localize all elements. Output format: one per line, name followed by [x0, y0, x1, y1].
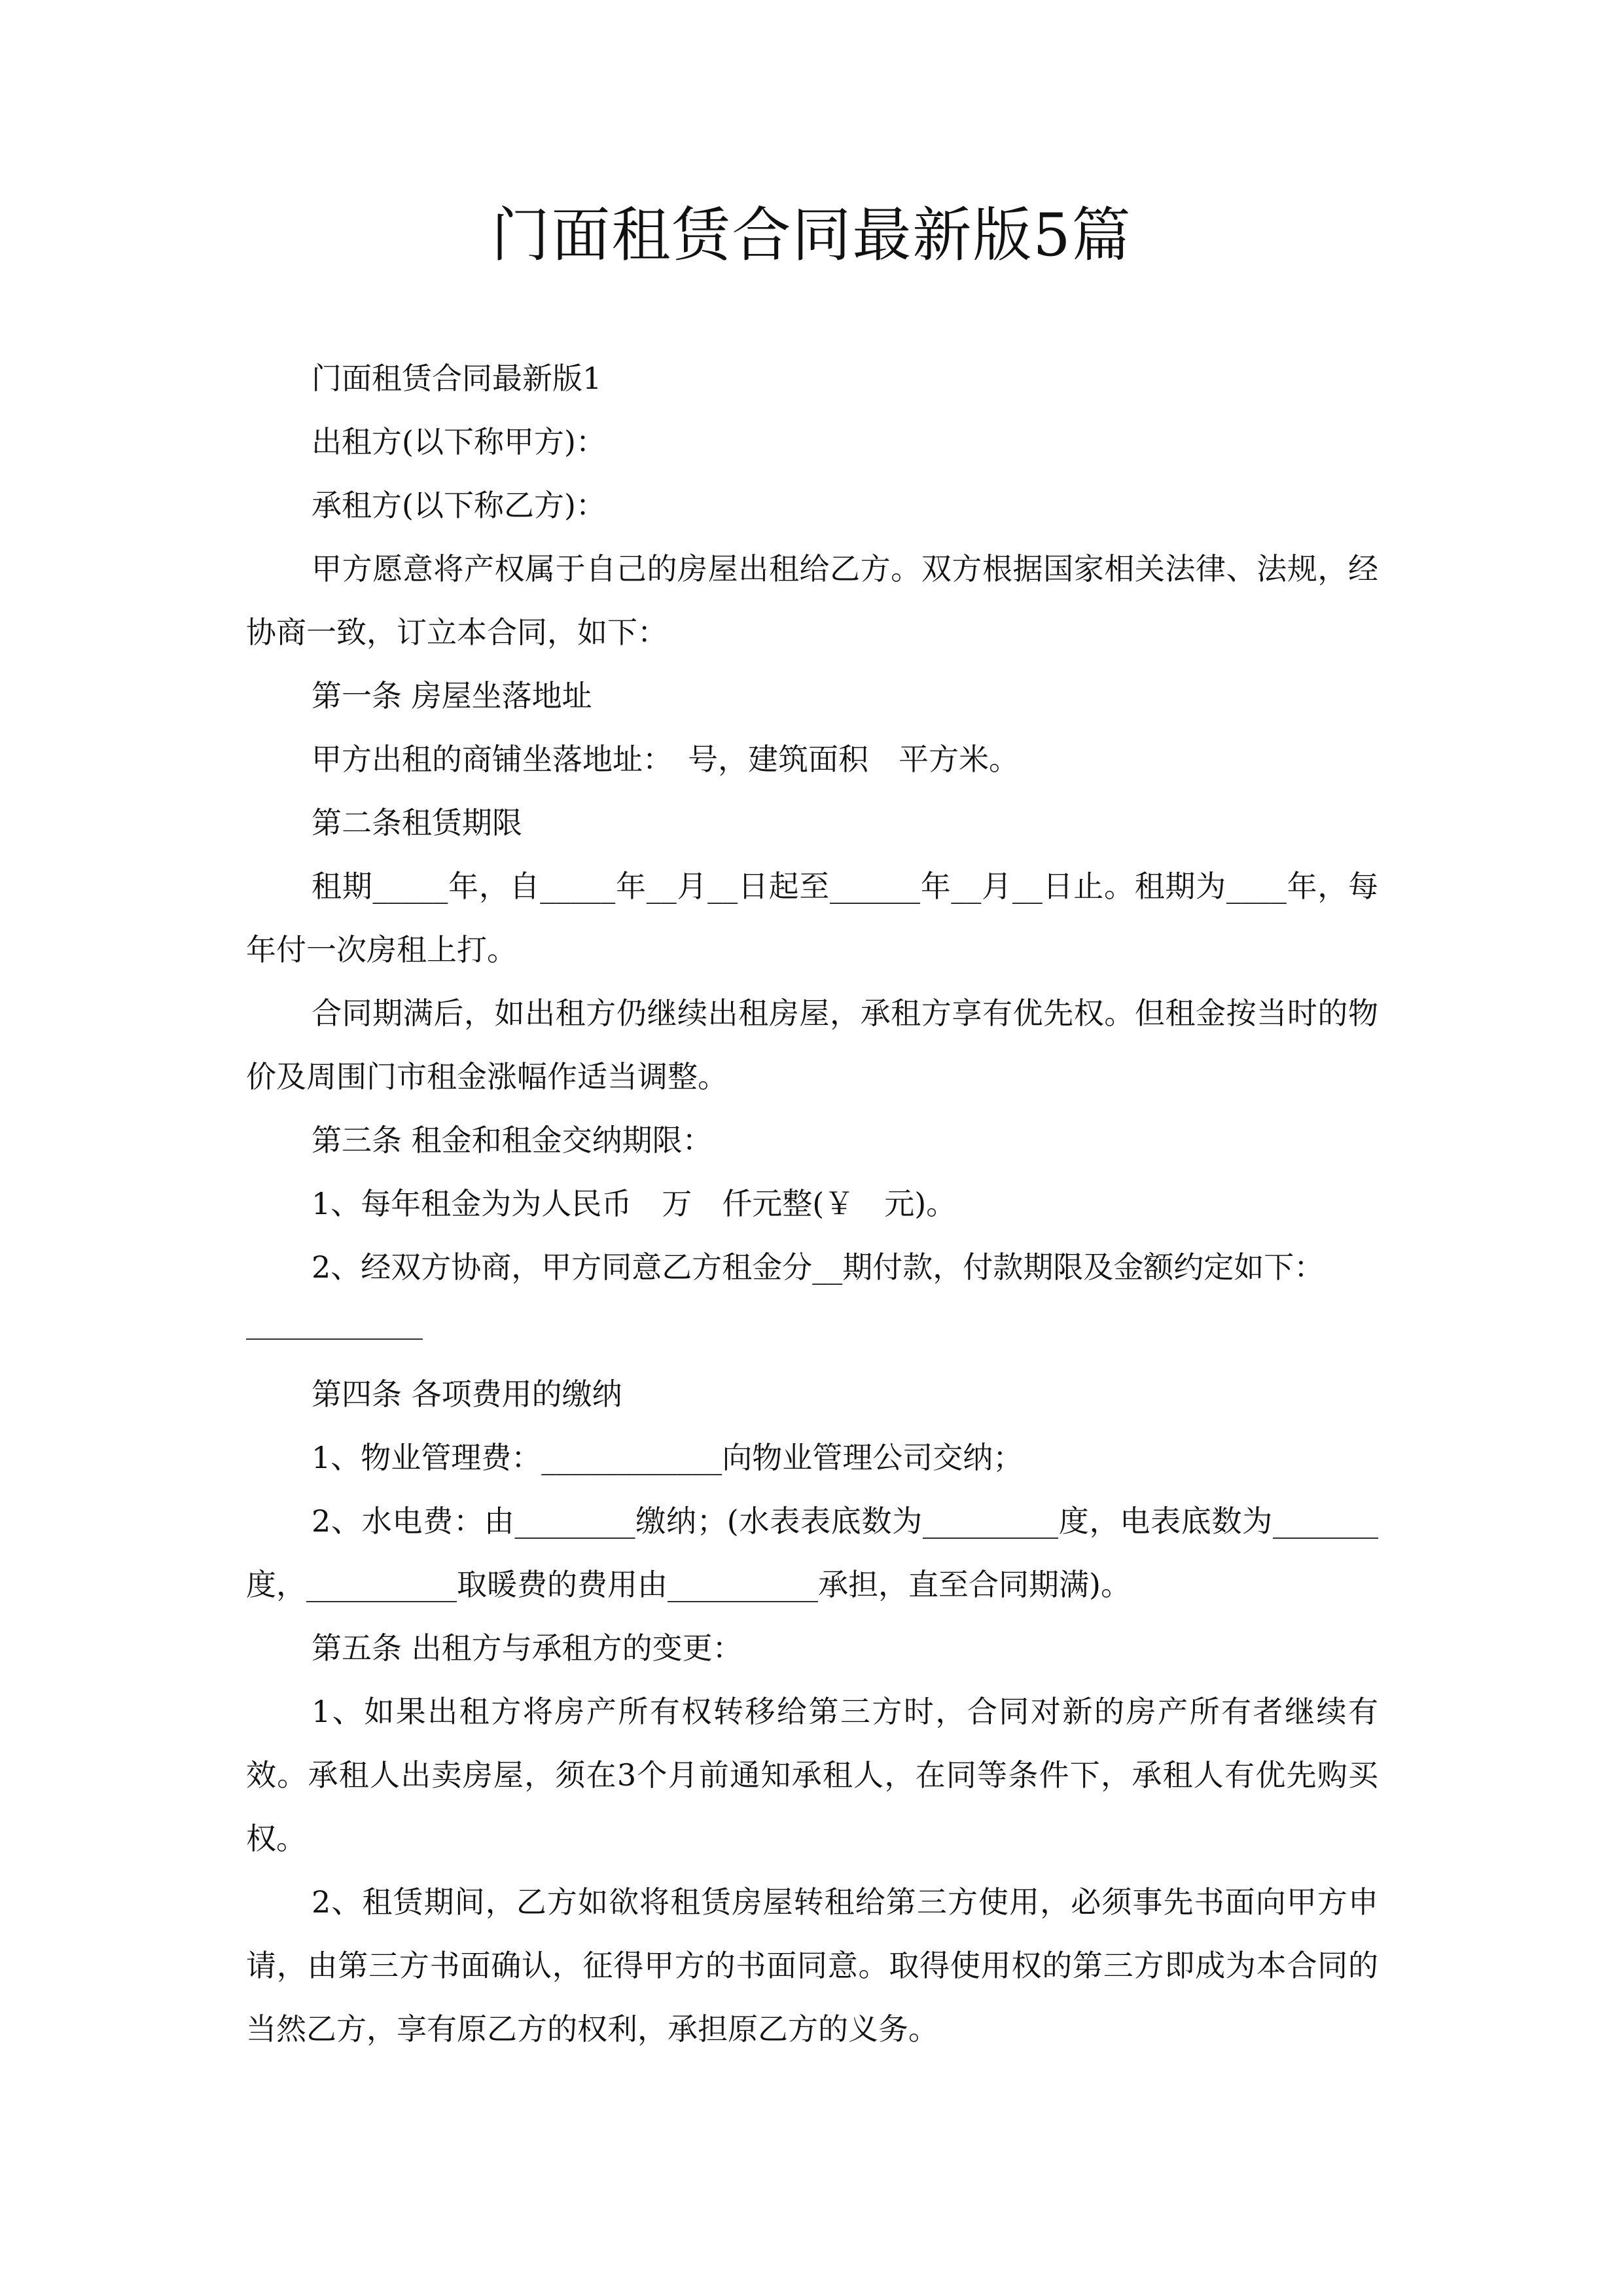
paragraph-installments: 2、经双方协商，甲方同意乙方租金分__期付款，付款期限及金额约定如下： — [312, 1249, 1325, 1285]
underline-rule — [246, 1338, 423, 1340]
paragraph-preamble: 甲方愿意将产权属于自己的房屋出租给乙方。双方根据国家相关法律、法规，经协商一致，订立本合同，如下： — [246, 551, 1378, 650]
blank-fill-line — [246, 1299, 1378, 1363]
paragraph-section-heading: 门面租赁合同最新版1 — [312, 361, 602, 396]
paragraph-lease-term: 租期_____年，自_____年__月__日起至______年__月__日止。租期为____年，每年付一次房租上打。 — [246, 869, 1378, 967]
paragraph-article-3-heading: 第三条 租金和租金交纳期限： — [312, 1122, 713, 1158]
paragraph-article-2-heading: 第二条租赁期限 — [312, 805, 522, 840]
document-body — [246, 347, 1378, 2061]
paragraph-annual-rent: 1、每年租金为为人民币 万 仟元整(￥ 元)。 — [312, 1186, 957, 1221]
paragraph-article-1-heading: 第一条 房屋坐落地址 — [312, 678, 592, 713]
paragraph-lessor: 出租方(以下称甲方)： — [312, 424, 606, 459]
paragraph-article-4-heading: 第四条 各项费用的缴纳 — [312, 1376, 622, 1412]
paragraph-lessee: 承租方(以下称乙方)： — [312, 488, 606, 523]
paragraph-sublease: 2、租赁期间，乙方如欲将租赁房屋转租给第三方使用，必须事先书面向甲方申请，由第三方书面确认，征得甲方的书面同意。取得使用权的第三方即成为本合同的当然乙方，享有原乙方的权利，承担原乙方的义务。 — [246, 1884, 1378, 2047]
paragraph-article-5-heading: 第五条 出租方与承租方的变更： — [312, 1630, 743, 1666]
paragraph-transfer-ownership: 1、如果出租方将房产所有权转移给第三方时，合同对新的房产所有者继续有效。承租人出卖房屋，须在3个月前通知承租人，在同等条件下，承租人有优先购买权。 — [246, 1694, 1378, 1856]
paragraph-property-fee: 1、物业管理费：____________向物业管理公司交纳； — [312, 1440, 1024, 1475]
paragraph-utilities: 2、水电费：由________缴纳；(水表表底数为_________度，电表底数为_______度，__________取暖费的费用由__________承担，直至合同期满)。 — [246, 1503, 1378, 1602]
paragraph-address: 甲方出租的商铺坐落地址： 号，建筑面积 平方米。 — [312, 742, 1019, 777]
paragraph-renewal: 合同期满后，如出租方仍继续出租房屋，承租方享有优先权。但租金按当时的物价及周围门市租金涨幅作适当调整。 — [246, 996, 1378, 1094]
document-title: 门面租赁合同最新版5篇 — [491, 201, 1132, 270]
